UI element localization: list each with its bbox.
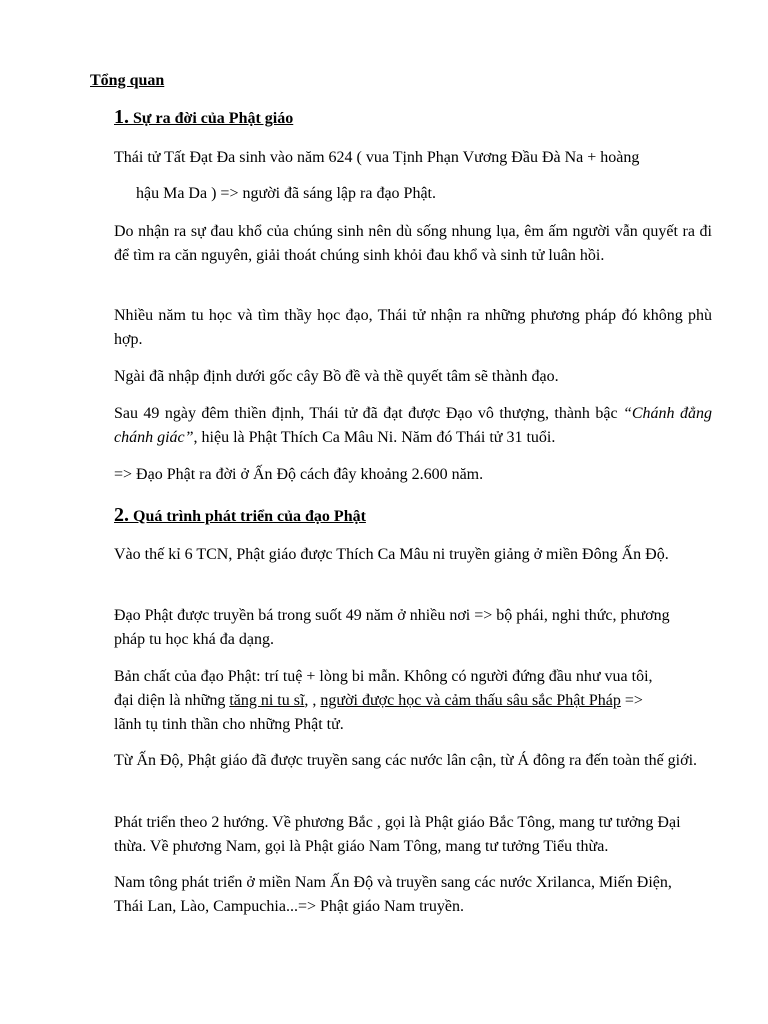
section-2-paragraph-6: Nam tông phát triển ở miền Nam Ấn Độ và truyền sang các nước Xrilanca, Miến Điện, Thái Lan, Lào, Campuchia...=> Phật giáo Nam truyền. <box>114 874 672 915</box>
section-1-title: Sự ra đời của Phật giáo <box>133 110 294 127</box>
section-2-title: Quá trình phát triển của đạo Phật <box>133 508 366 525</box>
section-1-paragraph-1-line-2: hậu Ma Da ) => người đã sáng lập ra đạo Phật. <box>136 185 436 202</box>
section-1-paragraph-6: => Đạo Phật ra đời ở Ấn Độ cách đây khoảng 2.600 năm. <box>114 466 484 483</box>
section-2-paragraph-1: Vào thế kỉ 6 TCN, Phật giáo được Thích Ca Mâu ni truyền giảng ở miền Đông Ấn Độ. <box>114 546 669 563</box>
section-2-paragraph-3-text-a: đại diện là những <box>114 692 230 709</box>
section-2-paragraph-3-underline-1: tăng ni tu sĩ <box>229 692 305 709</box>
overview-title: Tổng quan <box>90 72 165 89</box>
section-2-paragraph-2: Đạo Phật được truyền bá trong suốt 49 năm ở nhiều nơi => bộ phái, nghi thức, phương pháp tu học khá đa dạng. <box>114 607 670 648</box>
section-2-paragraph-3-text-b: , , <box>304 692 321 709</box>
section-2-paragraph-3-underline-2: người được học và cảm thấu sâu sắc Phật Pháp <box>320 692 621 709</box>
section-1-paragraph-1-line-1: Thái tử Tất Đạt Đa sinh vào năm 624 ( vua Tịnh Phạn Vương Đầu Đà Na + hoàng <box>114 149 640 166</box>
section-2-number: 2. <box>114 504 129 526</box>
section-2-paragraph-3-text-c: => <box>620 692 643 709</box>
section-1-paragraph-5-text-a: Sau 49 ngày đêm thiền định, Thái tử đã đạt được Đạo vô thượng, thành bậc <box>114 405 623 422</box>
section-1-paragraph-3: Nhiều năm tu học và tìm thầy học đạo, Thái tử nhận ra những phương pháp đó không phù hợp. <box>114 307 712 348</box>
section-1-paragraph-5 <box>114 402 712 450</box>
section-1-heading <box>114 104 293 132</box>
section-1-paragraph-5-text-b: , hiệu là Phật Thích Ca Mâu Ni. Năm đó Thái tử 31 tuổi. <box>193 429 556 446</box>
section-2-paragraph-4: Từ Ấn Độ, Phật giáo đã được truyền sang các nước lân cận, từ Á đông ra đến toàn thế giới. <box>114 752 698 769</box>
section-2-paragraph-3-line-2 <box>114 689 712 713</box>
section-2-paragraph-3-line-3: lãnh tụ tinh thần cho những Phật tử. <box>114 716 344 733</box>
section-1-number: 1. <box>114 106 129 128</box>
section-2-paragraph-5: Phát triển theo 2 hướng. Về phương Bắc , gọi là Phật giáo Bắc Tông, mang tư tưởng Đại thừa. Về phương Nam, gọi là Phật giáo Nam Tông, mang tư tưởng Tiểu thừa. <box>114 814 681 855</box>
section-1-paragraph-4: Ngài đã nhập định dưới gốc cây Bồ đề và thề quyết tâm sẽ thành đạo. <box>114 368 559 385</box>
section-2-paragraph-3 <box>114 665 712 737</box>
section-1-paragraph-2: Do nhận ra sự đau khổ của chúng sinh nên dù sống nhung lụa, êm ấm người vẫn quyết ra đi để tìm ra căn nguyên, giải thoát chúng sinh khỏi đau khổ và sinh tử luân hồi. <box>114 223 712 264</box>
section-2-paragraph-3-line-1: Bản chất của đạo Phật: trí tuệ + lòng bi mẫn. Không có người đứng đầu như vua tôi, <box>114 668 653 685</box>
section-1-paragraph-5-italic: “Chánh đẳng chánh giác” <box>114 405 712 446</box>
section-2-heading <box>114 502 366 530</box>
